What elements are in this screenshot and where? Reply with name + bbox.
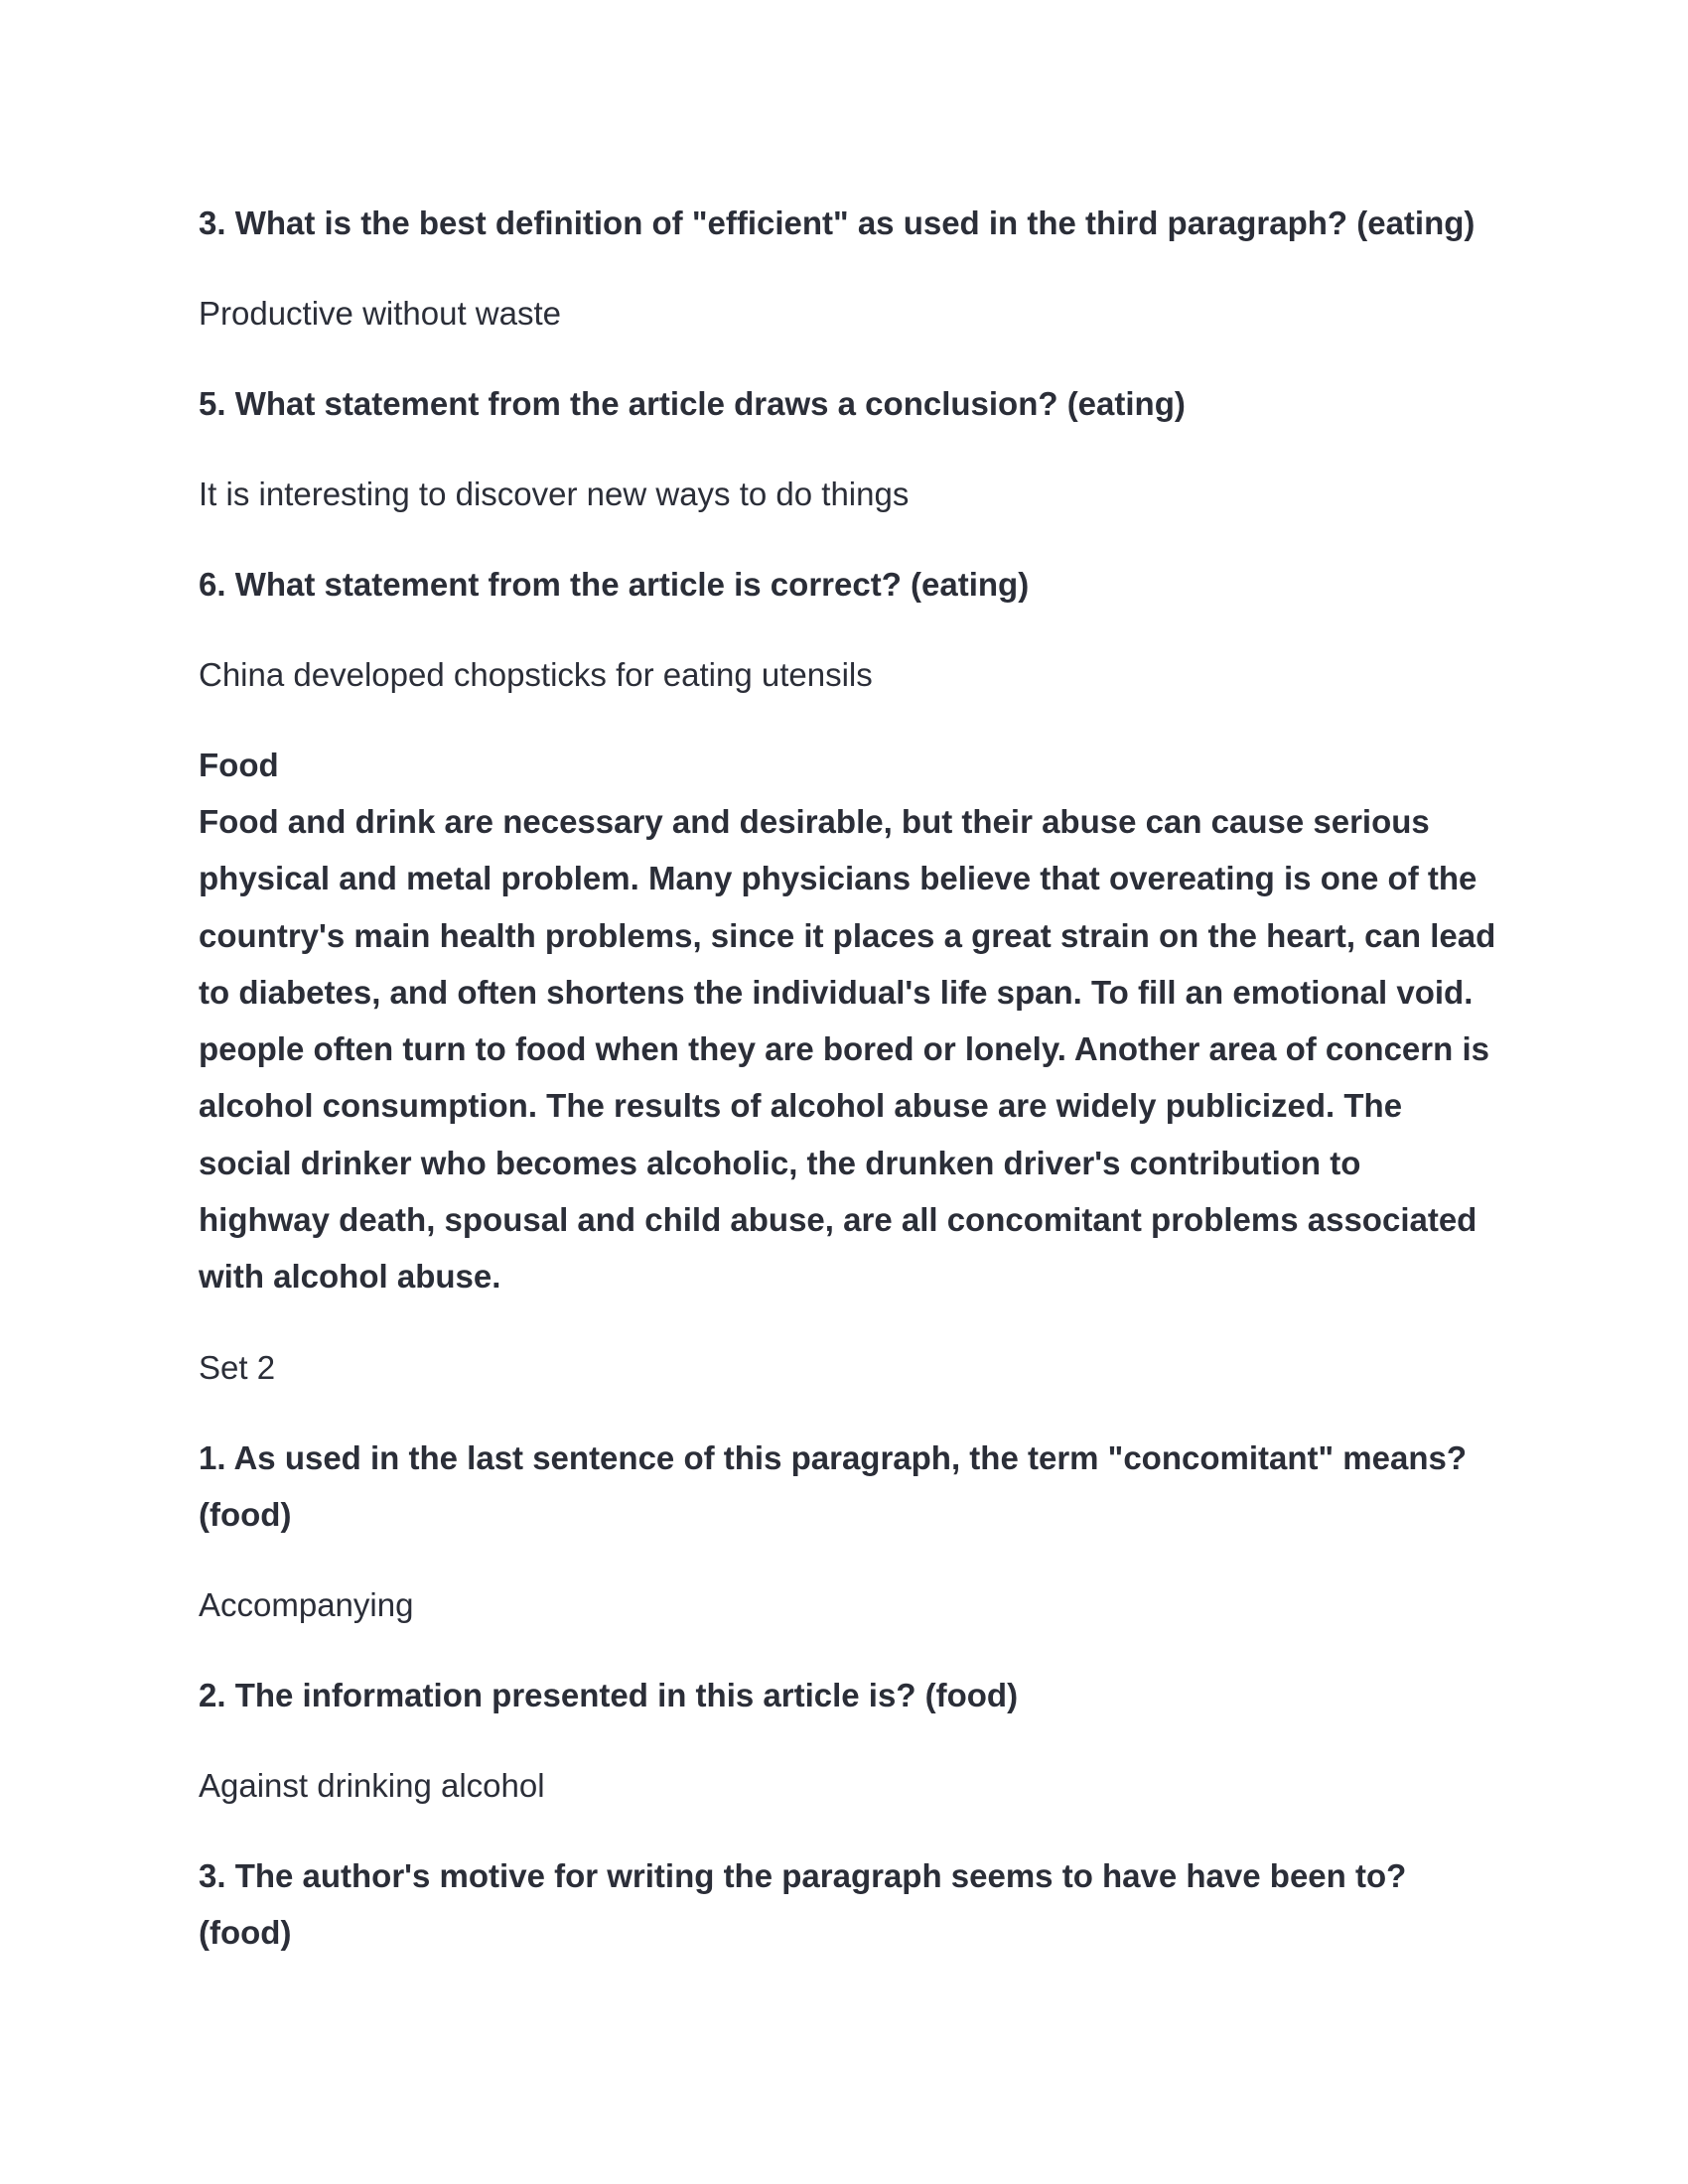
question-food-3: 3. The author's motive for writing the paragraph seems to have have been to? (food) [199,1856,1407,1951]
set-label: Set 2 [199,1348,276,1386]
answer-eating-6: China developed chopsticks for eating utensils [199,656,873,693]
question-eating-5: 5. What statement from the article draws a conclusion? (eating) [199,385,1186,422]
section-title-food: Food [199,747,279,783]
answer-food-1: Accompanying [199,1585,414,1623]
question-eating-6: 6. What statement from the article is correct? (eating) [199,566,1030,603]
question-food-2: 2. The information presented in this article is? (food) [199,1676,1019,1713]
document-page [199,195,1499,1961]
answer-eating-3: Productive without waste [199,295,562,332]
food-paragraph: Food and drink are necessary and desirable, but their abuse can cause serious physical and metal problem. Many physicians believe that overeating is one of the country's main health problems, since it places a great strain on the heart, can lead to diabetes, and often shortens the individual's life span. To fill an emotional void. people often turn to food when they are bored or lonely. Another area of concern is alcohol consumption. The results of alcohol abuse are widely publicized. The social drinker who becomes alcoholic, the drunken driver's contribution to highway death, spousal and child abuse, are all concomitant problems associated with alcohol abuse. [199,803,1496,1296]
answer-eating-5: It is interesting to discover new ways to do things [199,476,910,512]
answer-food-2: Against drinking alcohol [199,1766,545,1804]
question-eating-3: 3. What is the best definition of "efficient" as used in the third paragraph? (eating) [199,205,1476,241]
question-food-1: 1. As used in the last sentence of this paragraph, the term "concomitant" means? (food) [199,1438,1468,1533]
